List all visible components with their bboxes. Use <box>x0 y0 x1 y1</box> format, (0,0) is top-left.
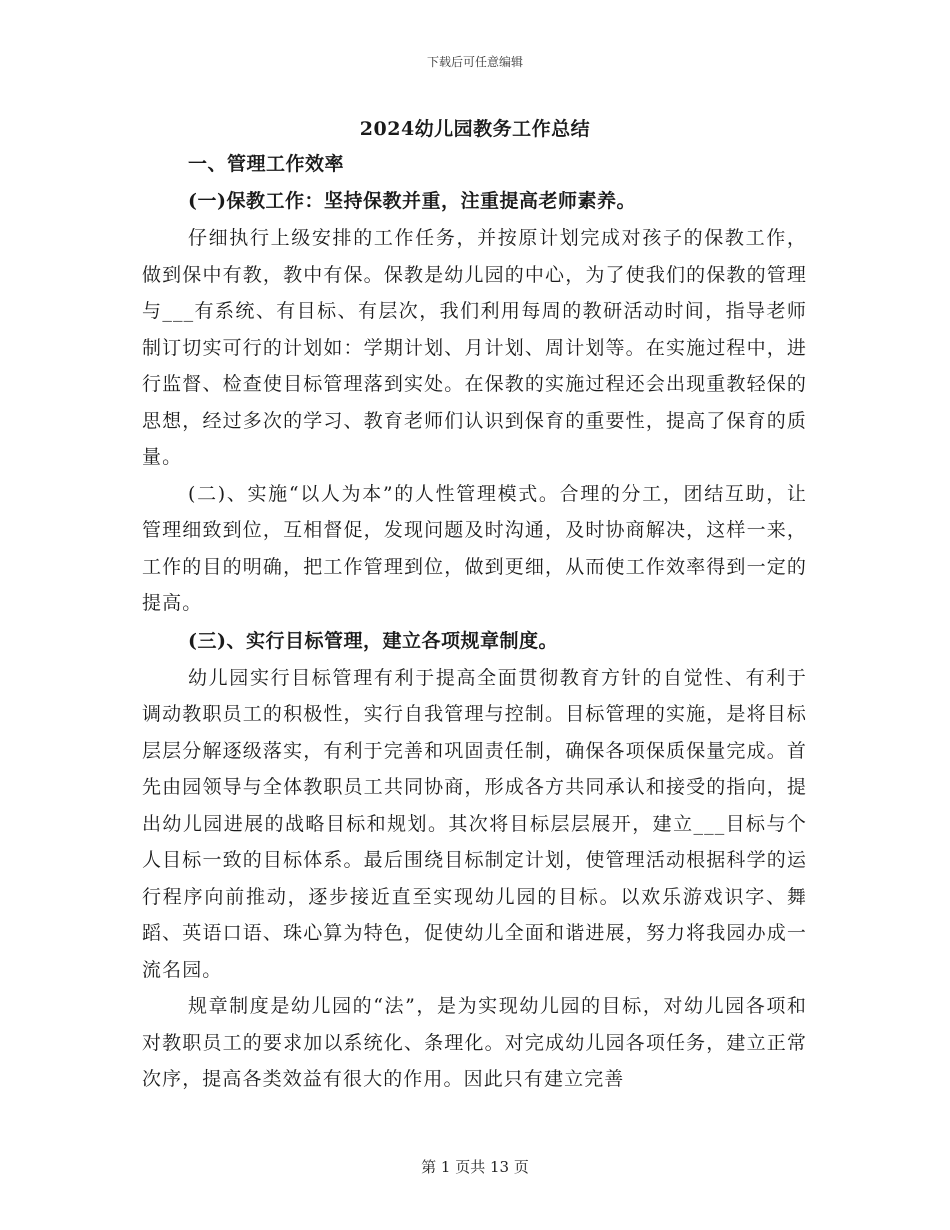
document-body <box>142 146 807 1098</box>
page-number: 第 1 页共 13 页 <box>421 1158 529 1176</box>
paragraph-care-education: 仔细执行上级安排的工作任务，并按原计划完成对孩子的保教工作，做到保中有教，教中有保。保教是幼儿园的中心，为了使我们的保教的管理与___有系统、有目标、有层次，我们利用每周的教研活动时间，指导老师制订切实可行的计划如：学期计划、月计划、周计划等。在实施过程中，进行监督、检查使目标管理落到实处。在保教的实施过程还会出现重教轻保的思想，经过多次的学习、教育老师们认识到保育的重要性，提高了保育的质量。 <box>142 227 807 468</box>
section-heading-management-efficiency: 一、管理工作效率 <box>188 153 345 175</box>
subsection-heading-target-management: (三)、实行目标管理，建立各项规章制度。 <box>188 629 558 652</box>
paragraph-target-management: 幼儿园实行目标管理有利于提高全面贯彻教育方针的自觉性、有利于调动教职员工的积极性，实行自我管理与控制。目标管理的实施，是将目标层层分解逐级落实，有利于完善和巩固责任制，确保各项保质保量完成。首先由园领导与全体教职员工共同协商，形成各方共同承认和接受的指向，提出幼儿园进展的战略目标和规划。其次将目标层层展开，建立___目标与个人目标一致的目标体系。最后围绕目标制定计划，使管理活动根据科学的运行程序向前推动，逐步接近直至实现幼儿园的目标。以欢乐游戏识字、舞蹈、英语口语、珠心算为特色，促使幼儿全面和谐进展，努力将我园办成一流名园。 <box>142 666 807 981</box>
document-title: 2024幼儿园教务工作总结 <box>359 118 591 140</box>
header-note: 下载后可任意编辑 <box>426 55 523 69</box>
paragraph-rules-system: 规章制度是幼儿园的“法”，是为实现幼儿园的目标，对幼儿园各项和对教职员工的要求加以系统化、条理化。对完成幼儿园各项任务，建立正常次序，提高各类效益有很大的作用。因此只有建立完善 <box>142 995 807 1090</box>
subsection-heading-care-education: (一)保教工作：坚持保教并重，注重提高老师素养。 <box>188 190 636 212</box>
paragraph-people-oriented: (二)、实施“以人为本”的人性管理模式。合理的分工，团结互助，让管理细致到位，互相督促，发现问题及时沟通，及时协商解决，这样一来，工作的目的明确，把工作管理到位，做到更细，从而使工作效率得到一定的提高。 <box>142 482 807 614</box>
